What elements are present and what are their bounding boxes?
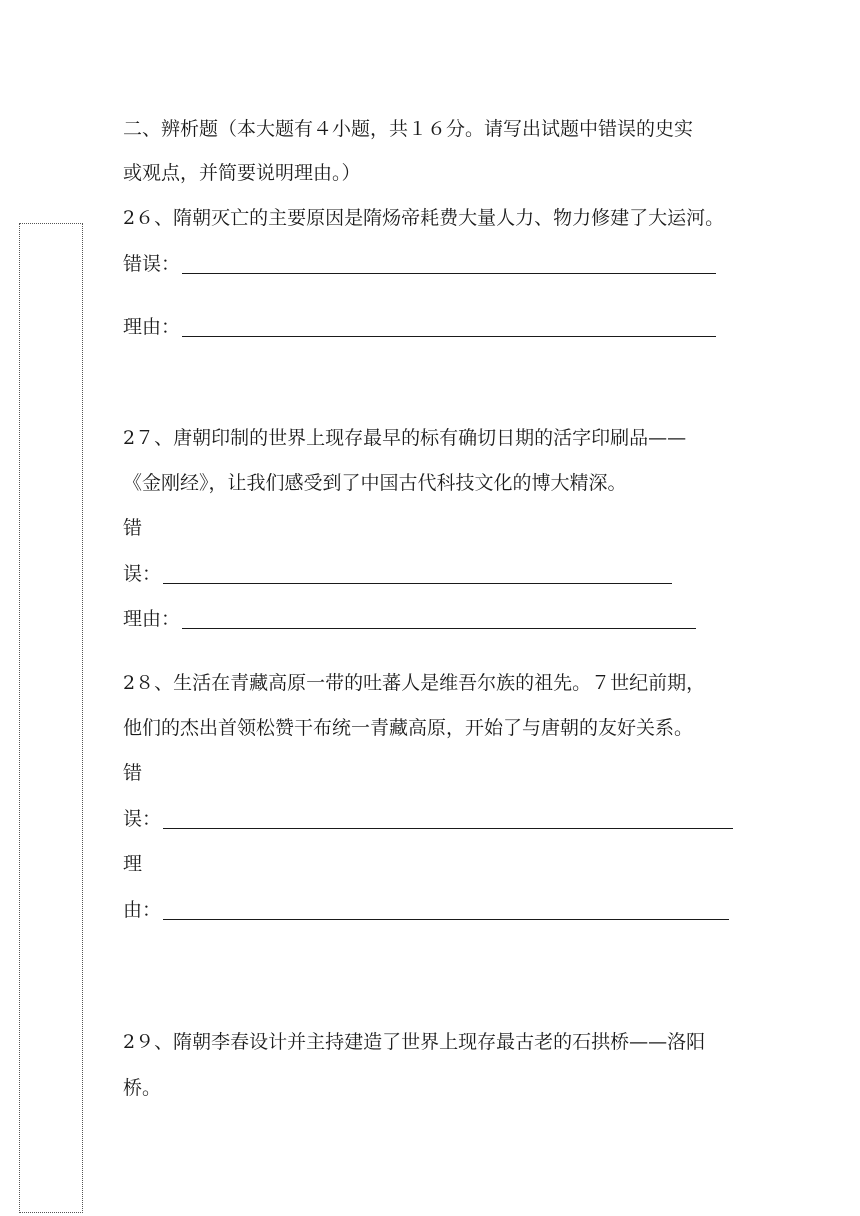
error-label: 误：	[123, 563, 162, 585]
error-answer-blank[interactable]	[163, 814, 733, 829]
question-27-error-label-1: 错	[123, 517, 143, 539]
question-27-error-row	[123, 565, 672, 584]
reason-answer-blank[interactable]	[182, 614, 696, 629]
question-28-reason-row	[123, 901, 729, 920]
reason-label: 理由：	[123, 316, 181, 338]
question-27-reason-row	[123, 610, 696, 629]
question-26-error-row	[123, 255, 716, 274]
question-27-text-line-2: 《金刚经》，让我们感受到了中国古代科技文化的博大精深。	[123, 472, 627, 494]
reason-label: 由：	[123, 899, 162, 921]
reason-answer-blank[interactable]	[163, 905, 729, 920]
question-28-reason-label-1: 理	[123, 853, 143, 875]
binding-margin-strip	[19, 223, 83, 1213]
error-label: 误：	[123, 808, 162, 830]
error-answer-blank[interactable]	[182, 259, 716, 274]
question-28-text-line-1: 2８、生活在青藏高原一带的吐蕃人是维吾尔族的祖先。７世纪前期，	[123, 672, 706, 694]
question-28-error-row	[123, 810, 733, 829]
reason-label: 理由：	[123, 608, 181, 630]
section-title-line-2: 或观点，并简要说明理由。）	[123, 162, 361, 184]
question-26-text: 2６、隋朝灭亡的主要原因是隋炀帝耗费大量人力、物力修建了大运河。	[123, 207, 725, 229]
question-29-text-line-2: 桥。	[123, 1077, 162, 1099]
question-26-reason-row	[123, 318, 716, 337]
error-answer-blank[interactable]	[163, 569, 672, 584]
error-label: 错误：	[123, 253, 181, 275]
reason-answer-blank[interactable]	[182, 322, 716, 337]
section-title-line-1: 二、辨析题（本大题有４小题，共１６分。请写出试题中错误的史实	[123, 118, 694, 140]
question-27-text-line-1: 2７、唐朝印制的世界上现存最早的标有确切日期的活字印刷品——	[123, 427, 687, 449]
question-28-error-label-1: 错	[123, 762, 143, 784]
question-29-text-line-1: 2９、隋朝李春设计并主持建造了世界上现存最古老的石拱桥——洛阳	[123, 1031, 706, 1053]
question-28-text-line-2: 他们的杰出首领松赞干布统一青藏高原，开始了与唐朝的友好关系。	[123, 717, 694, 739]
